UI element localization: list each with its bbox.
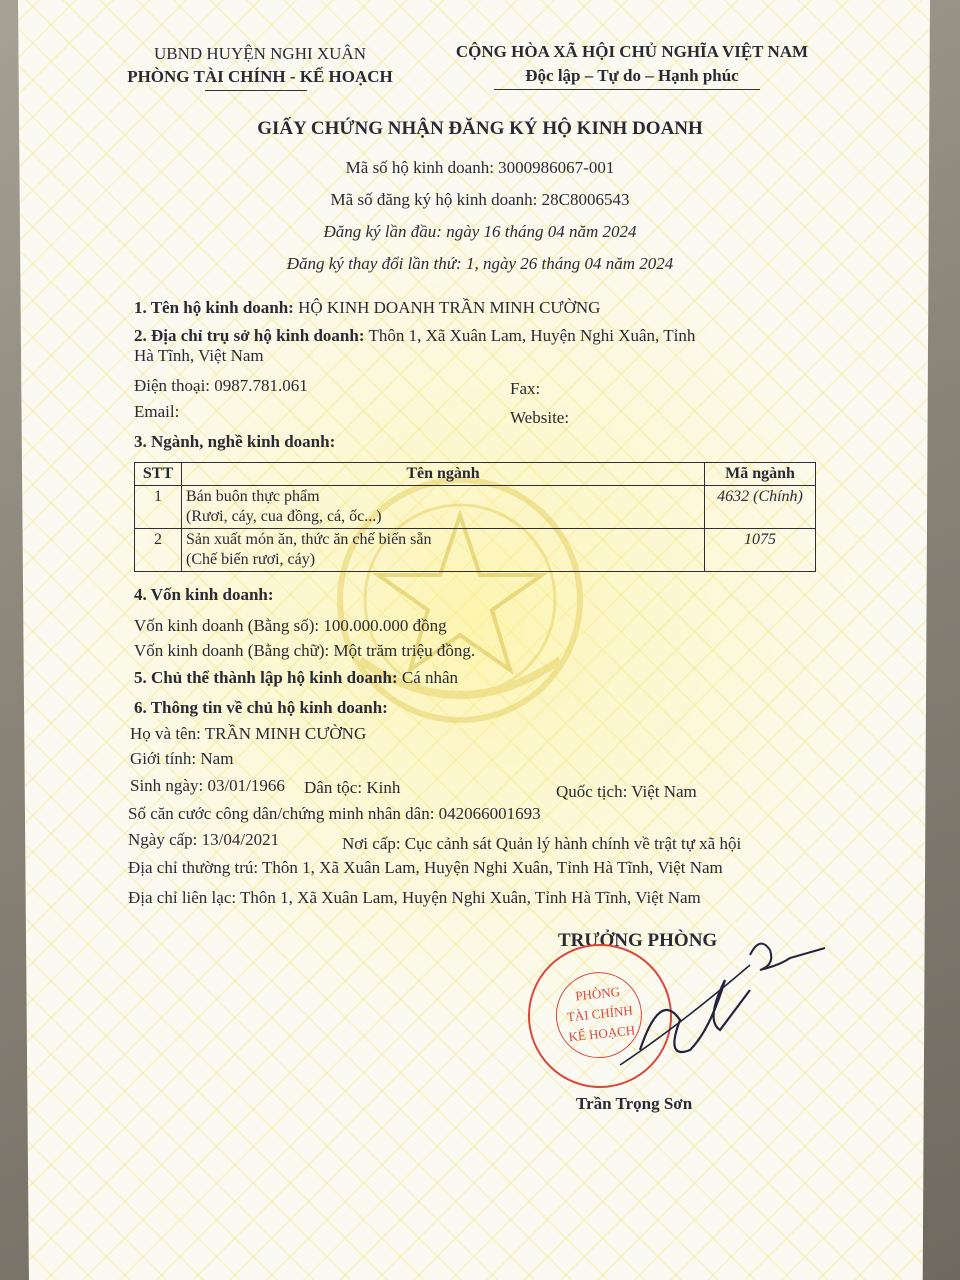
owner-dob: Sinh ngày: 03/01/1966 [130, 776, 285, 795]
row-name-cell [182, 486, 705, 529]
website: Website: [510, 408, 570, 427]
row-detail: (Chế biến rươi, cáy) [186, 551, 316, 568]
stamp-line2: TÀI CHÍNH [566, 1002, 634, 1025]
row-detail: (Rươi, cáy, cua đồng, cá, ốc...) [186, 508, 382, 525]
row-code: 1075 [705, 529, 816, 572]
amendment-registration: Đăng ký thay đổi lần thứ: 1, ngày 26 tháng 04 năm 2024 [286, 254, 674, 273]
section-4-label [134, 585, 274, 605]
table-row [135, 529, 816, 572]
document-title: GIẤY CHỨNG NHẬN ĐĂNG KÝ HỘ KINH DOANH [257, 118, 703, 139]
national-header [432, 40, 832, 88]
first-registration: Đăng ký lần đầu: ngày 16 tháng 04 năm 2024 [323, 222, 637, 241]
table-row [135, 486, 816, 529]
row-name-cell [182, 529, 705, 572]
registration-code: Mã số đăng ký hộ kinh doanh: 28C8006543 [330, 190, 630, 209]
fax: Fax: [510, 379, 541, 398]
owner-permanent-address: Địa chỉ thường trú: Thôn 1, Xã Xuân Lam, Huyện Nghi Xuân, Tỉnh Hà Tĩnh, Việt Nam [128, 858, 723, 877]
owner-contact-address: Địa chỉ liên lạc: Thôn 1, Xã Xuân Lam, Huyện Nghi Xuân, Tỉnh Hà Tĩnh, Việt Nam [128, 888, 701, 907]
email: Email: [134, 402, 180, 421]
handwritten-signature [600, 930, 830, 1080]
signer-name: Trần Trọng Sơn [576, 1094, 693, 1113]
col-name: Tên ngành [182, 463, 705, 486]
section-6-label [134, 698, 388, 718]
signer-position: TRƯỞNG PHÒNG [558, 930, 718, 951]
section-3-label-text: 3. Ngành, nghề kinh doanh: [134, 432, 336, 451]
stamp-line3: KẾ HOẠCH [567, 1022, 636, 1045]
col-code: Mã ngành [705, 463, 816, 486]
stamp-line1: PHÒNG [574, 983, 621, 1004]
section-1-label: 1. Tên hộ kinh doanh: [134, 298, 294, 317]
issuer-line2: PHÒNG TÀI CHÍNH - KẾ HOẠCH [127, 67, 393, 86]
section-2-label: 2. Địa chỉ trụ sở hộ kinh doanh: [134, 326, 365, 345]
row-name: Bán buôn thực phẩm [186, 488, 320, 505]
owner-id-number: Số căn cước công dân/chứng minh nhân dân: 042066001693 [128, 804, 541, 823]
section-1 [134, 298, 600, 318]
owner-id-issue-place: Nơi cấp: Cục cảnh sát Quản lý hành chính về trật tự xã hội [342, 834, 742, 853]
business-address-line1: Thôn 1, Xã Xuân Lam, Huyện Nghi Xuân, Tỉnh [368, 326, 696, 345]
founder-type: Cá nhân [401, 668, 459, 687]
capital-numeric: Vốn kinh doanh (Bằng số): 100.000.000 đồng [134, 616, 447, 635]
owner-name: Họ và tên: TRẦN MINH CƯỜNG [130, 724, 367, 743]
business-lines-table [134, 462, 816, 572]
issuer-line1: UBND HUYỆN NGHI XUÂN [153, 44, 366, 63]
issuer-underline [205, 90, 307, 91]
section-5 [134, 668, 458, 688]
section-4-label-text: 4. Vốn kinh doanh: [134, 585, 274, 604]
owner-gender: Giới tính: Nam [130, 749, 234, 768]
section-6-label-text: 6. Thông tin về chủ hộ kinh doanh: [134, 698, 388, 717]
row-name: Sản xuất món ăn, thức ăn chế biến sẵn [186, 531, 432, 548]
row-code: 4632 (Chính) [705, 486, 816, 529]
owner-id-issue-date: Ngày cấp: 13/04/2021 [128, 830, 280, 849]
national-title: CỘNG HÒA XÃ HỘI CHỦ NGHĨA VIỆT NAM [455, 42, 809, 61]
capital-words: Vốn kinh doanh (Bằng chữ): Một trăm triệu đồng. [134, 641, 476, 660]
section-2 [134, 326, 695, 346]
col-stt: STT [135, 463, 182, 486]
motto-underline [494, 89, 760, 90]
phone: Điện thoại: 0987.781.061 [134, 376, 308, 395]
business-address-line2: Hà Tĩnh, Việt Nam [134, 346, 264, 365]
national-motto: Độc lập – Tự do – Hạnh phúc [525, 66, 739, 85]
section-3-label [134, 432, 335, 452]
business-name: HỘ KINH DOANH TRẦN MINH CƯỜNG [298, 298, 601, 317]
section-5-label: 5. Chủ thể thành lập hộ kinh doanh: [134, 668, 398, 687]
business-code: Mã số hộ kinh doanh: 3000986067-001 [345, 158, 615, 177]
row-stt: 2 [135, 529, 182, 572]
owner-nationality: Quốc tịch: Việt Nam [556, 782, 697, 801]
table-header-row [135, 463, 816, 486]
issuer-header [110, 42, 410, 88]
owner-ethnicity: Dân tộc: Kinh [304, 778, 401, 797]
row-stt: 1 [135, 486, 182, 529]
